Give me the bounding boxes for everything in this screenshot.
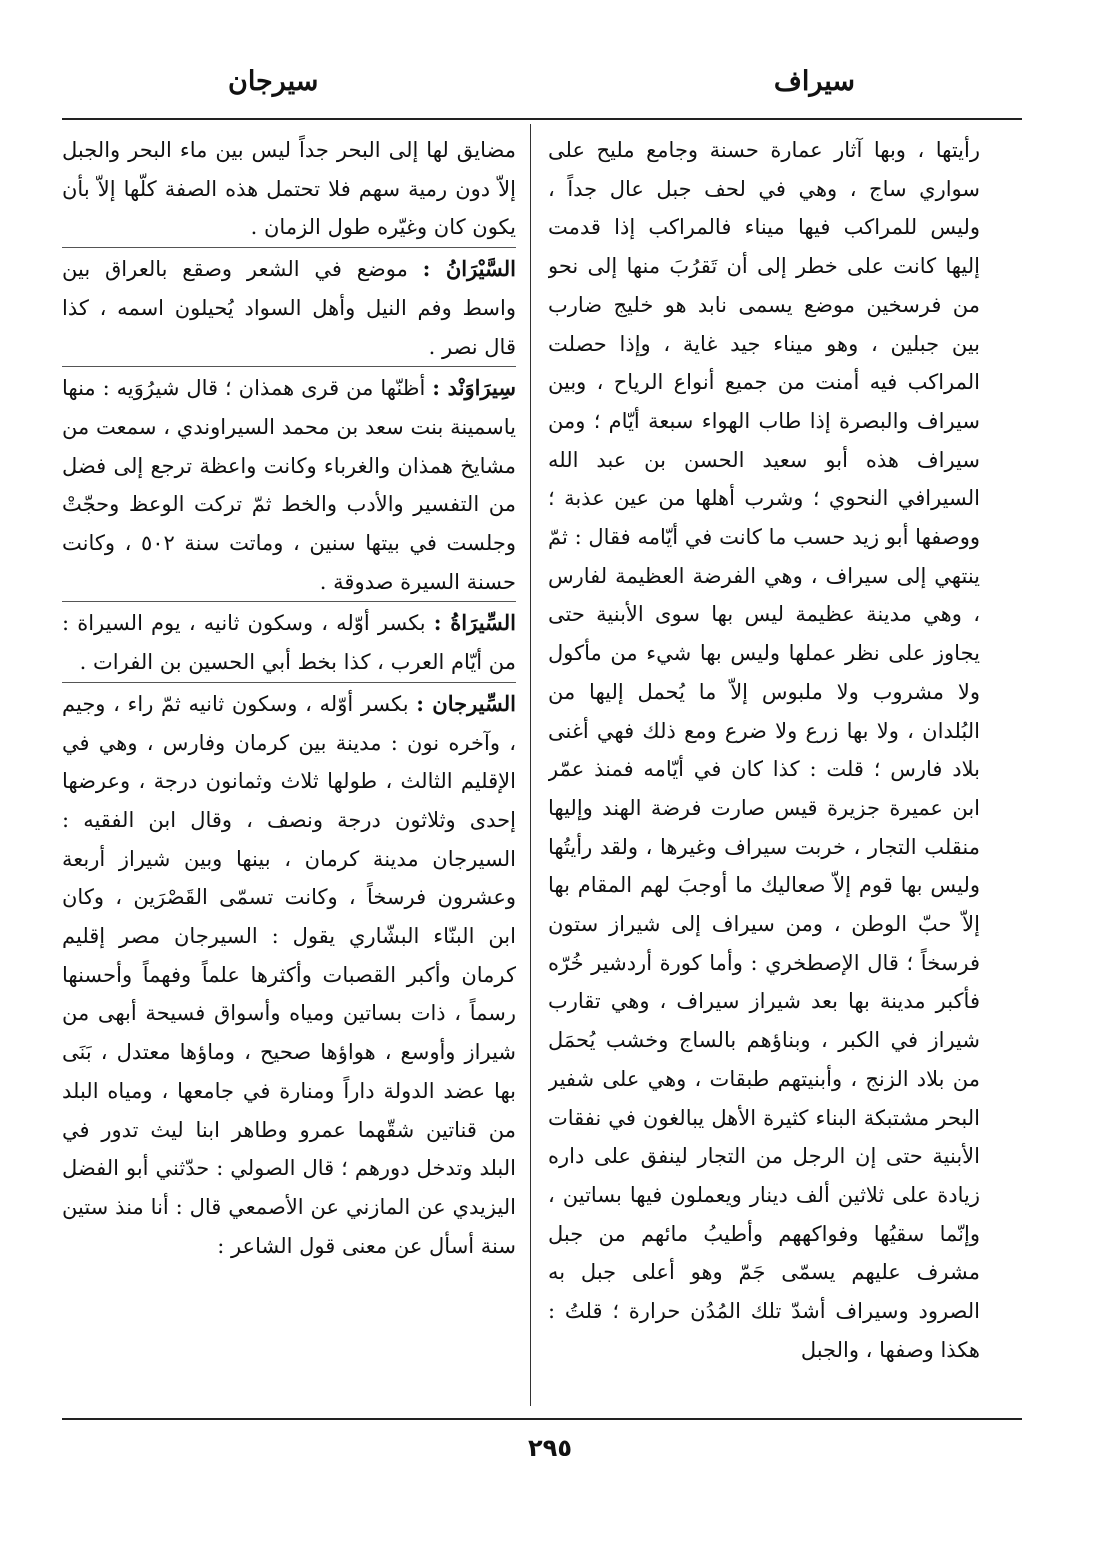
entry-body: بكسر أوّله ، وسكون ثانيه ، يوم السيراة : من أيّام العرب ، كذا بخط أبي الحسين بن الفرات . [62, 611, 516, 675]
entry-headword: السَّيْرَانُ : [422, 256, 516, 282]
entry-body: موضع في الشعر وصقع بالعراق بين واسط وفم النيل وأهل السواد يُحيلون اسمه ، كذا قال نصر . [62, 257, 516, 359]
entry-sirawand [62, 366, 516, 601]
running-header-left: سيرجان [228, 66, 319, 97]
column-divider [530, 124, 531, 1406]
left-column [62, 131, 516, 1406]
entry-headword: سِيرَاوَنْد : [432, 375, 516, 401]
header-rule [62, 118, 1022, 120]
right-column [548, 131, 980, 1406]
entry-body: بكسر أوّله ، وسكون ثانيه ثمّ راء ، وجيم ، وآخره نون : مدينة بين كرمان وفارس ، وهي في الإقليم الثالث ، طولها ثلاث وثمانون درجة ، وعرضها إحدى وثلاثون درجة ونصف ، وقال ابن الفقيه : السيرجان مدينة كرمان ، بينها وبين شيراز أربعة وعشرون فرسخاً ، وكانت تسمّى القَصْرَين ، وكان ابن البنّاء البشّاري يقول : السيرجان مصر إقليم كرمان وأكبر القصبات وأكثرها علماً وفهماً وأحسنها رسماً ، ذات بساتين ومياه وأسواق فسيحة أبهى من شيراز وأوسع ، هواؤها صحيح ، وماؤها معتدل ، بَنَى بها عضد الدولة داراً ومنارة في جامعها ، ومياه البلد من قناتين شقّهما عمرو وطاهر ابنا ليث تدور في البلد وتدخل دورهم ؛ قال الصولي : حدّثني أبو الفضل اليزيدي عن المازني عن الأصمعي قال : أنا منذ ستين سنة أسأل عن معنى قول الشاعر : [62, 691, 516, 1258]
right-column-text: رأيتها ، وبها آثار عمارة حسنة وجامع مليح على سواري ساج ، وهي في لحف جبل عال جداً ، وليس للمراكب فيها ميناء فالمراكب إذا قدمت إليها كانت على خطر إلى أن تَقرُبَ منها إلى نحو من فرسخين موضع يسمى نابد هو خليج ضارب بين جبلين ، وهو ميناء جيد غاية ، وإذا حصلت المراكب فيه أمنت من جميع أنواع الرياح ، وبين سيراف والبصرة إذا طاب الهواء سبعة أيّام ؛ ومن سيراف هذه أبو سعيد الحسن بن عبد الله السيرافي النحوي ؛ وشرب أهلها من عين عذبة ؛ ووصفها أبو زيد حسب ما كانت في أيّامه فقال : ثمّ ينتهي إلى سيراف ، وهي الفرضة العظيمة لفارس ، وهي مدينة عظيمة ليس بها سوى الأبنية حتى يجاوز على نظر عملها وليس بها شيء من مأكول ولا مشروب ولا ملبوس إلاّ ما يُحمل إليها من البُلدان ، ولا بها زرع ولا ضرع ومع ذلك فهي أغنى بلاد فارس ؛ قلت : كذا كان في أيّامه فمنذ عمّر ابن عميرة جزيرة قيس صارت فرضة الهند وإليها منقلب التجار ، خربت سيراف وغيرها ، ولقد رأيتُها وليس بها قوم إلاّ صعاليك ما أوجبَ لهم المقام بها إلاّ حبّ الوطن ، ومن سيراف إلى شيراز ستون فرسخاً ؛ قال الإصطخري : وأما كورة أردشير خُرّه فأكبر مدينة بها بعد شيراز سيراف ، وهي تقارب شيراز في الكبر ، وبناؤهم بالساج وخشب يُحمَل من بلاد الزنج ، وأبنيتهم طبقات ، وهي على شفير البحر مشتبكة البناء كثيرة الأهل يبالغون في نفقات الأبنية حتى إن الرجل من التجار لينفق على داره زيادة على ثلاثين ألف دينار ويعملون فيها بساتين ، وإنّما سقيُها وفواكههم وأطيبُ مائهم من جبل مشرف عليهم يسمّى جَمّ وهو أعلى جبل به الصرود وسيراف أشدّ تلك المُدُن حرارة ؛ قلتُ : هكذا وصفها ، والجبل [548, 138, 980, 1362]
entry-sirat [62, 601, 516, 681]
entry-continuation: مضايق لها إلى البحر جداً ليس بين ماء البحر والجبل إلاّ دون رمية سهم فلا تحتمل هذه الصفة كلّها إلاّ بأن يكون كان وغيّره طول الزمان . [62, 138, 516, 240]
page-number: ٢٩٥ [528, 1434, 572, 1462]
entry-sirjan [62, 682, 516, 1266]
footer-rule [62, 1418, 1022, 1420]
entry-body: أظنّها من قرى همذان ؛ قال شيرُوَيه : منها ياسمينة بنت سعد بن محمد السيراوندي ، سمعت من مشايخ همذان والغرباء وكانت واعظة ترجع إلى فضل من التفسير والأدب والخط ثمّ تركت الوعظ وحجّتْ وجلست في بيتها سنين ، وماتت سنة ٥٠٢ ، وكانت حسنة السيرة صدوقة . [62, 376, 516, 594]
entry-headword: السِّيرَاةُ : [433, 610, 516, 636]
entry-headword: السِّيرجان : [416, 690, 516, 716]
running-header-right: سيراف [773, 66, 855, 97]
entry-sayran [62, 247, 516, 366]
